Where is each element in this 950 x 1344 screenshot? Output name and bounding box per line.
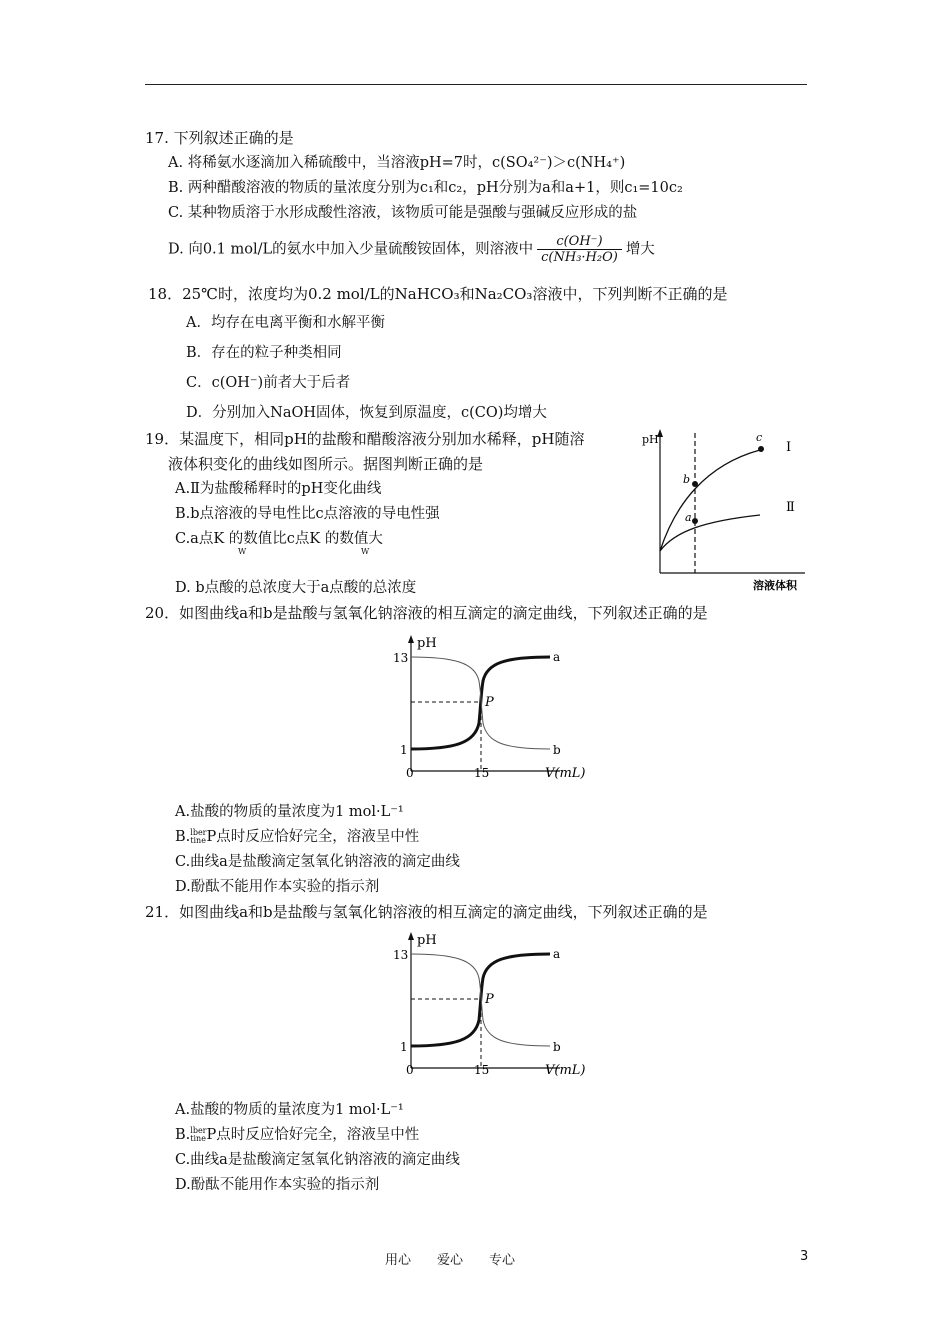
q21-label-p: P (485, 992, 494, 1007)
q19-c-subscript-2: W (361, 547, 370, 556)
q18-option-c: C．c(OH⁻)前者大于后者 (186, 375, 351, 391)
q17-d-suffix: 增大 (625, 241, 655, 258)
q19-x-label: 溶液体积 (753, 579, 797, 592)
q21-x-label: V(mL) (545, 1063, 586, 1078)
q19-curve-II (660, 515, 760, 551)
q21-option-d: D.酚酞不能用作本实验的指示剂 (175, 1177, 380, 1193)
q19-c-subscript-1: W (238, 547, 247, 556)
q21-y-arrow (408, 932, 414, 940)
q19-label-b: b (683, 473, 691, 486)
q17-stem: 17. 下列叙述正确的是 (145, 129, 294, 147)
q20-b-mark (190, 829, 206, 845)
q17-option-b: B. 两种醋酸溶液的物质的量浓度分别为c₁和c₂，pH分别为a和a+1，则c₁=10c₂ (168, 180, 683, 196)
q20-b-mark-bottom: tine (190, 836, 206, 845)
q19-ph-graph (642, 425, 815, 595)
q18-option-a: A．均存在电离平衡和水解平衡 (186, 315, 385, 331)
q19-stem-line2: 液体积变化的曲线如图所示。据图判断正确的是 (168, 455, 484, 473)
q21-stem: 21．如图曲线a和b是盐酸与氢氧化钠溶液的相互滴定的滴定曲线，下列叙述正确的是 (145, 903, 708, 921)
q19-point-c (758, 446, 764, 452)
q17-d-denominator: c(NH₃·H₂O) (541, 250, 618, 265)
q19-y-label: pH (642, 433, 659, 446)
q17-d-numerator: c(OH⁻) (537, 234, 622, 250)
q21-titration-graph (395, 930, 595, 1082)
footer-word-3: 专心 (489, 1253, 516, 1268)
q19-option-d: D. b点酸的总浓度大于a点酸的总浓度 (175, 580, 417, 596)
q20-x-tick-0: 0 (406, 766, 414, 780)
header-rule (145, 84, 807, 85)
q21-label-b: b (553, 1040, 561, 1054)
q19-label-curve-I: Ⅰ (786, 440, 792, 455)
q20-curve-a (411, 657, 550, 749)
q20-label-p: P (485, 695, 494, 710)
q21-curve-a (411, 954, 550, 1046)
q19-curve-I (660, 450, 760, 551)
q20-y-tick-13: 13 (393, 651, 409, 665)
q20-b-mark-top: lber (190, 828, 207, 837)
q18-stem: 18．25℃时，浓度均为0.2 mol/L的NaHCO₃和Na₂CO₃溶液中，下列判断不正确的是 (148, 285, 728, 303)
q19-option-a: A.Ⅱ为盐酸稀释时的pH变化曲线 (175, 481, 382, 497)
q20-option-c: C.曲线a是盐酸滴定氢氧化钠溶液的滴定曲线 (175, 854, 460, 870)
q20-y-label: pH (417, 636, 437, 651)
q20-label-b: b (553, 743, 561, 757)
q20-titration-graph (395, 633, 595, 785)
q21-b-mark-top: lber (190, 1126, 207, 1135)
q18-option-b: B．存在的粒子种类相同 (186, 345, 342, 361)
q21-b-mark (190, 1127, 206, 1143)
q19-point-a (692, 518, 698, 524)
q17-option-c: C. 某种物质溶于水形成酸性溶液，该物质可能是强酸与强碱反应形成的盐 (168, 205, 638, 221)
q19-option-b: B.b点溶液的导电性比c点溶液的导电性强 (175, 506, 440, 522)
q21-x-tick-0: 0 (406, 1063, 414, 1077)
q19-point-b (692, 481, 698, 487)
q19-stem-line1: 19．某温度下，相同pH的盐酸和醋酸溶液分别加水稀释，pH随溶 (145, 430, 585, 448)
q21-option-a: A.盐酸的物质的量浓度为1 mol·L⁻¹ (175, 1102, 404, 1118)
q21-b-prefix: B. (175, 1127, 191, 1143)
footer-word-2: 爱心 (437, 1253, 464, 1268)
q17-d-fraction (537, 234, 622, 265)
q20-y-arrow (408, 635, 414, 643)
q19-label-a: a (685, 511, 692, 524)
q21-y-label: pH (417, 933, 437, 948)
q17-d-prefix: D. 向0.1 mol/L的氨水中加入少量硫酸铵固体，则溶液中 (168, 241, 534, 258)
q20-option-d: D.酚酞不能用作本实验的指示剂 (175, 879, 380, 895)
q19-label-curve-II: Ⅱ (786, 500, 795, 515)
q18-option-d: D．分别加入NaOH固体，恢复到原温度，c(CO)均增大 (186, 405, 547, 421)
q20-x-label: V(mL) (545, 766, 586, 781)
q17-option-a: A. 将稀氨水逐滴加入稀硫酸中，当溶液pH=7时，c(SO₄²⁻)＞c(NH₄⁺) (168, 155, 626, 171)
q20-b-prefix: B. (175, 829, 191, 845)
q21-b-text: P点时反应恰好完全，溶液呈中性 (206, 1127, 420, 1143)
q20-label-a: a (553, 650, 561, 664)
q21-label-a: a (553, 947, 561, 961)
q21-y-tick-13: 13 (393, 948, 409, 962)
q19-label-c: c (756, 431, 763, 444)
q19-option-c: C.a点K 的数值比c点K 的数值大 (175, 531, 383, 547)
q21-y-tick-1: 1 (400, 1040, 408, 1054)
q20-x-tick-15: 15 (474, 766, 490, 780)
footer-word-1: 用心 (385, 1253, 412, 1268)
q20-option-a: A.盐酸的物质的量浓度为1 mol·L⁻¹ (175, 804, 404, 820)
page-number: 3 (800, 1249, 809, 1264)
q21-option-b (175, 1125, 419, 1145)
q21-x-tick-15: 15 (474, 1063, 490, 1077)
q20-y-tick-1: 1 (400, 743, 408, 757)
q20-option-b (175, 827, 419, 847)
q17-option-d (168, 234, 655, 265)
q21-b-mark-bottom: tine (190, 1134, 206, 1143)
q20-stem: 20．如图曲线a和b是盐酸与氢氧化钠溶液的相互滴定的滴定曲线，下列叙述正确的是 (145, 604, 708, 622)
q21-option-c: C.曲线a是盐酸滴定氢氧化钠溶液的滴定曲线 (175, 1152, 460, 1168)
footer (385, 1249, 541, 1268)
q20-b-text: P点时反应恰好完全，溶液呈中性 (206, 829, 420, 845)
